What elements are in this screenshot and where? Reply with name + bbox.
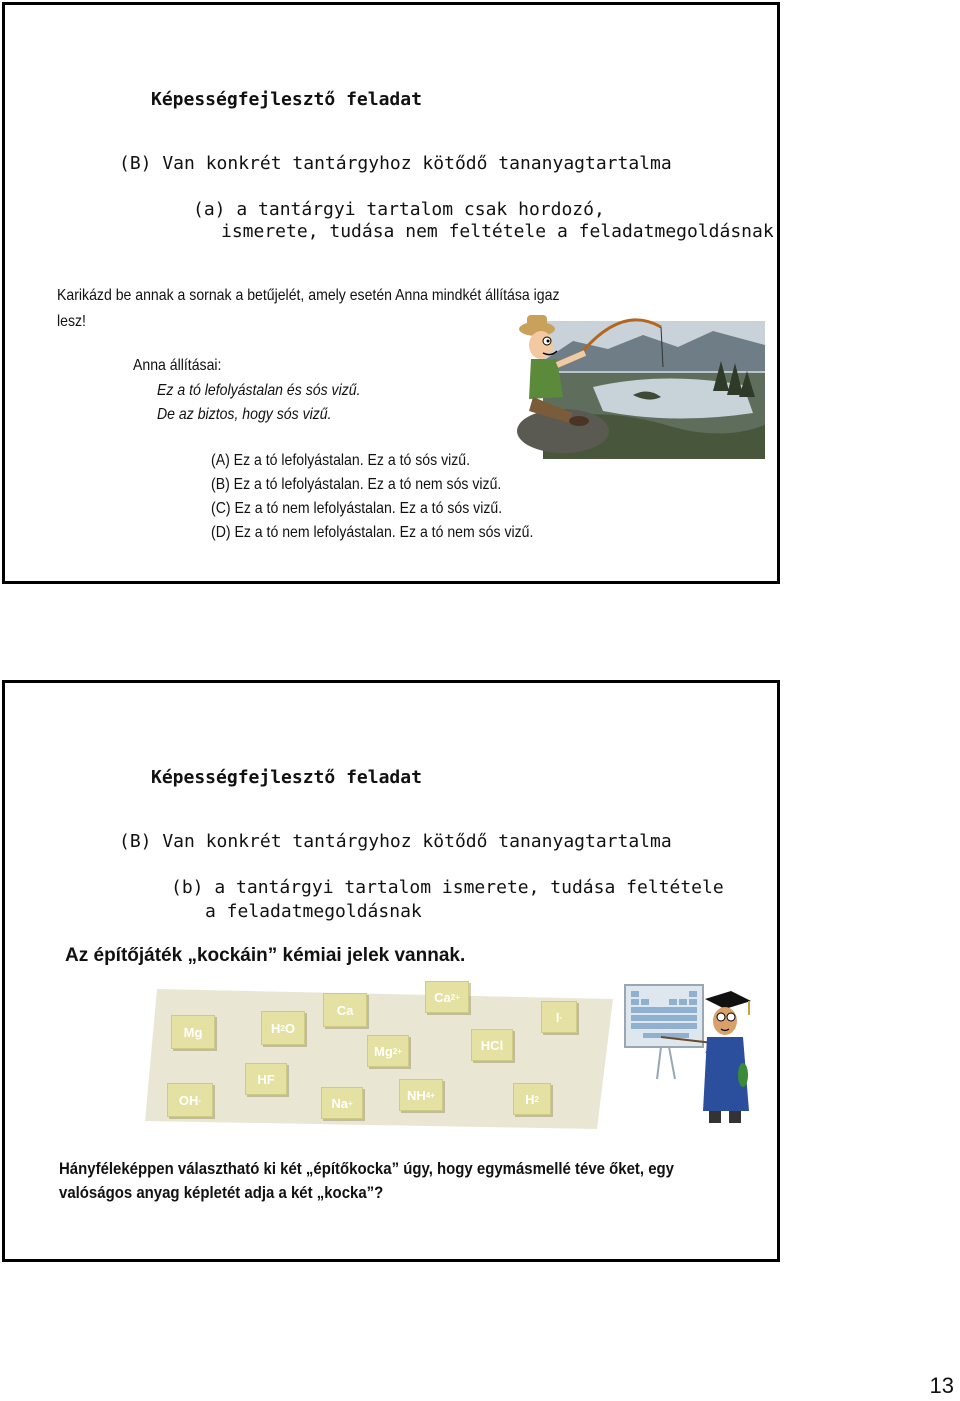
tile-na-plus: Na + xyxy=(321,1087,363,1119)
slide1-sub-a-line1: (a) a tantárgyi tartalom csak hordozó, xyxy=(193,199,605,220)
tile-hf: HF xyxy=(245,1063,287,1095)
slide2-title: Képességfejlesztő feladat xyxy=(151,767,422,788)
question-line2: valóságos anyag képletét adja a két „kocka”? xyxy=(59,1183,384,1202)
tile-mg2plus: Mg 2+ xyxy=(367,1035,409,1067)
tile-h2: H 2 xyxy=(513,1083,551,1115)
slide1-sub-a-line2: ismerete, tudása nem feltétele a feladatmegoldásnak xyxy=(221,221,774,242)
page-number: 13 xyxy=(929,1373,954,1398)
slide1-title: Képességfejlesztő feladat xyxy=(151,89,422,110)
tile-nh4-plus: NH 4 + xyxy=(399,1079,443,1111)
statement: Az építőjáték „kockáin” kémiai jelek vannak. xyxy=(65,945,466,966)
instruction-line1: Karikázd be annak a sornak a betűjelét, amely esetén Anna mindkét állítása igaz xyxy=(57,287,560,304)
professor-periodic-table-image xyxy=(621,979,751,1129)
option-a: (A) Ez a tó lefolyástalan. Ez a tó sós vizű. xyxy=(211,452,471,469)
tile-ca2plus: Ca 2+ xyxy=(425,981,469,1013)
question-line1: Hányféleképpen választható ki két „építőkocka” úgy, hogy egymásmellé téve őket, egy xyxy=(59,1159,674,1178)
option-c: (C) Ez a tó nem lefolyástalan. Ez a tó sós vizű. xyxy=(211,500,503,517)
slide1-subtitle: (B) Van konkrét tantárgyhoz kötődő tananyagtartalma xyxy=(119,153,672,174)
tile-oh-minus: OH - xyxy=(167,1083,213,1117)
slide-building-blocks-task xyxy=(2,680,780,1262)
slide-lake-task xyxy=(2,2,780,584)
tile-hcl: HCl xyxy=(471,1029,513,1061)
tile-h2o: H 2 O xyxy=(261,1011,305,1045)
option-b: (B) Ez a tó lefolyástalan. Ez a tó nem sós vizű. xyxy=(211,476,502,493)
slide2-sub-b-line2: a feladatmegoldásnak xyxy=(205,901,422,922)
claim-2: De az biztos, hogy sós vizű. xyxy=(157,406,332,423)
slide2-subtitle: (B) Van konkrét tantárgyhoz kötődő tananyagtartalma xyxy=(119,831,672,852)
tile-i-minus: I - xyxy=(541,1001,577,1033)
option-d: (D) Ez a tó nem lefolyástalan. Ez a tó nem sós vizű. xyxy=(211,524,534,541)
tile-ca: Ca xyxy=(323,993,367,1027)
slide2-sub-b-line1: (b) a tantárgyi tartalom ismerete, tudása feltétele xyxy=(171,877,724,898)
claim-1: Ez a tó lefolyástalan és sós vizű. xyxy=(157,382,361,399)
instruction-line2: lesz! xyxy=(57,313,86,330)
fisherman-lake-image xyxy=(513,301,765,459)
claims-heading: Anna állításai: xyxy=(133,357,222,374)
tile-mg: Mg xyxy=(171,1015,215,1049)
